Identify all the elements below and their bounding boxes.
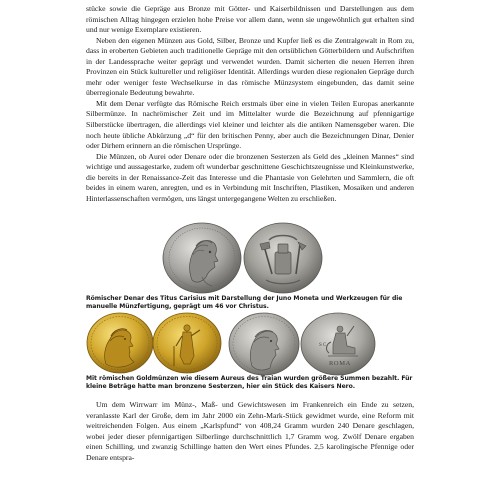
paragraph: Um dem Wirrwarr im Münz-, Maß- und Gewichtswesen im Frankenreich ein Ende zu setzen, veranlasste Karl der Große, dem im Jahr 2000 ein Zehn-Mark-Stück gewidmet wurde, eine Reform mit weitreichenden Folgen. Aus einem „Karlspfund“ von 408,24 Gramm wurden 240 Denare geschlagen, wobei jeder dieser pfennigartigen Silberlinge durchschnittlich 1,7 Gramm wog. Zwölf Denare ergaben einen Schilling, und zwanzig Schillinge hatten den Wert eines Pfundes. 2,5 karolingische Pfennige oder Denare entspra- bbox=[86, 400, 414, 462]
sesterz-roma-legend: ROMA bbox=[329, 360, 351, 367]
caption-denar: Römischer Denar des Titus Carisius mit Darstellung der Juno Moneta und Werkzeugen für die manuelle Münzfertigung, geprägt um 46 vor Christus. bbox=[86, 295, 403, 311]
sesterz-reverse-image bbox=[300, 312, 376, 376]
aureus-obverse-image bbox=[86, 312, 154, 374]
aureus-reverse-image bbox=[152, 312, 222, 374]
paragraph: stücke sowie die Gepräge aus Bronze mit Götter- und Kaiserbildnissen und Darstellungen aus dem römischen Alltag hingegen erzielen hohe Preise vor allem dann, wenn sie ungewöhnlich gut erhalten sind und nur wenige Exemplare existieren. bbox=[86, 4, 414, 35]
denar-reverse-image bbox=[242, 222, 324, 294]
sesterz-sc-legend: S C bbox=[319, 343, 327, 348]
sesterz-obverse-image bbox=[228, 312, 300, 376]
text-block-top bbox=[86, 4, 414, 204]
paragraph: Mit dem Denar verfügte das Römische Reich erstmals über eine in vielen Teilen Europas anerkannte Silbermünze. In nachrömischer Zeit und im Mittelalter wurde die Bezeichnung auf pfennigartige Silberstücke übertragen, die allerdings viel kleiner und leichter als die antiken Namensgeber waren. Die noch heute übliche Abkürzung „d“ für den britischen Penny, aber auch die Bezeichnungen Dinar, Denier oder Dirhem erinnern an die römischen Ursprünge. bbox=[86, 98, 414, 151]
denar-obverse-image bbox=[162, 222, 242, 294]
paragraph: Die Münzen, ob Aurei oder Denare oder die bronzenen Sesterzen als Geld des „kleinen Mannes“ sind wichtige und aussagestarke, zudem oft wunderbar geschnittene Geschichtszeugnisse und Kleinkunstwerke, die bereits in der Renaissance-Zeit das Interesse und die Phantasie von Gelehrten und Sammlern, die oft beides in einem waren, anregten, und es in Verbindung mit Inschriften, Plastiken, Mosaiken und anderen Hinterlassenschaften vermögen, uns längst untergegangene Welten zu erschließen. bbox=[86, 151, 414, 203]
paragraph: Neben den eigenen Münzen aus Gold, Silber, Bronze und Kupfer ließ es die Zentralgewalt in Rom zu, dass in eroberten Gebieten auch traditionelle Gepräge mit den ortsüblichen Götterbildern und Aufschriften in der Landessprache weiter geprägt und verwendet wurden. Damit sicherten die neuen Herren ihren Provinzen ein Stück kultureller und religiöser Identität. Allerdings wurden diese regionalen Gepräge durch mehr oder weniger feste Wechselkurse in das römische Münzsystem eingebunden, das damit seine überregionale Bedeutung bewahrte. bbox=[86, 35, 414, 98]
caption-aureus-sesterz: Mit römischen Goldmünzen wie diesem Aureus des Traian wurden größere Summen bezahlt. Für kleine Beträge hatte man bronzene Sesterzen, hier ein Stück des Kaisers Nero. bbox=[86, 375, 413, 391]
text-block-bottom bbox=[86, 400, 414, 463]
